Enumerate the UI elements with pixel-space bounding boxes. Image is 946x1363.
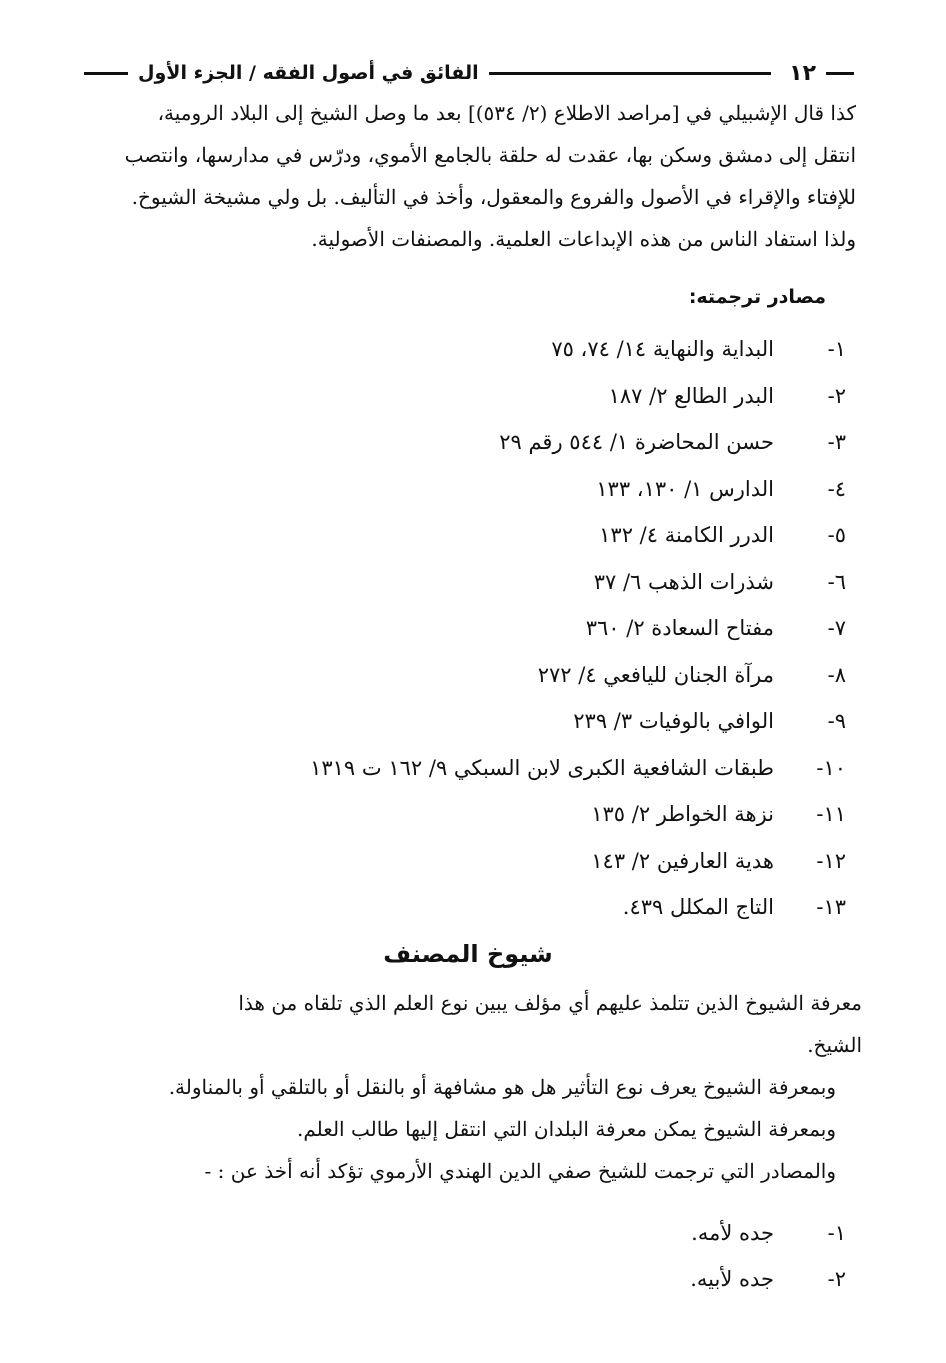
body-text (82, 982, 862, 1192)
list-item (146, 605, 846, 652)
header-rule-left (826, 72, 854, 75)
sources-list (146, 326, 846, 931)
body-line: وبمعرفة الشيوخ يمكن معرفة البلدان التي انتقل إليها طالب العلم. (297, 1117, 836, 1141)
list-item (146, 326, 846, 373)
list-item (446, 1210, 846, 1256)
item-text: نزهة الخواطر ٢/ ١٣٥ (591, 802, 774, 827)
running-title: الفائق في أصول الفقه / الجزء الأول (138, 62, 479, 84)
intro-line: ولذا استفاد الناس من هذه الإبداعات العلمية. والمصنفات الأصولية. (311, 227, 856, 251)
list-item (146, 512, 846, 559)
section-title: شيوخ المصنف (383, 940, 553, 968)
item-number: ٢- (827, 1267, 846, 1291)
item-text: البدر الطالع ٢/ ١٨٧ (608, 383, 774, 408)
item-number: ١٠- (816, 755, 846, 780)
header-rule-right (84, 72, 128, 75)
list-item (146, 419, 846, 466)
list-item (146, 745, 846, 792)
item-text: هدية العارفين ٢/ ١٤٣ (591, 848, 774, 873)
item-text: الدرر الكامنة ٤/ ١٣٢ (599, 523, 774, 548)
body-line: معرفة الشيوخ الذين تتلمذ عليهم أي مؤلف يبين نوع العلم الذي تلقاه من هذا (238, 991, 862, 1015)
intro-paragraph (86, 92, 856, 260)
list-item (146, 698, 846, 745)
item-number: ١٢- (816, 848, 846, 873)
item-text: الدارس ١/ ١٣٠، ١٣٣ (596, 476, 774, 501)
item-number: ٣- (827, 430, 846, 455)
body-line: والمصادر التي ترجمت للشيخ صفي الدين الهندي الأرموي تؤكد أنه أخذ عن : - (204, 1159, 836, 1183)
item-number: ٨- (827, 662, 846, 687)
item-text: الوافي بالوفيات ٣/ ٢٣٩ (573, 709, 774, 734)
item-number: ٧- (827, 616, 846, 641)
item-text: شذرات الذهب ٦/ ٣٧ (593, 569, 774, 594)
item-number: ٦- (827, 569, 846, 594)
intro-line: كذا قال الإشبيلي في [مراصد الاطلاع (٢/ ٥٣٤)] بعد ما وصل الشيخ إلى البلاد الرومية، (157, 101, 856, 125)
item-text: حسن المحاضرة ١/ ٥٤٤ رقم ٢٩ (499, 430, 774, 455)
item-number: ٥- (827, 523, 846, 548)
item-number: ٢- (827, 383, 846, 408)
item-number: ٩- (827, 709, 846, 734)
list-item (146, 373, 846, 420)
body-line: الشيخ. (807, 1033, 862, 1057)
item-text: التاج المكلل ٤٣٩. (622, 895, 774, 920)
item-text: جده لأمه. (691, 1221, 774, 1245)
item-number: ١- (827, 337, 846, 362)
item-text: جده لأبيه. (690, 1267, 774, 1291)
sources-heading: مصادر ترجمته: (688, 286, 826, 308)
item-text: مرآة الجنان لليافعي ٤/ ٢٧٢ (537, 662, 774, 687)
intro-line: انتقل إلى دمشق وسكن بها، عقدت له حلقة بالجامع الأموي، ودرّس في مدارسها، وانتصب (124, 143, 856, 167)
list-item (146, 884, 846, 931)
body-line: وبمعرفة الشيوخ يعرف نوع التأثير هل هو مشافهة أو بالنقل أو بالتلقي أو بالمناولة. (168, 1075, 836, 1099)
page-number: ١٢ (789, 60, 816, 86)
page-header (84, 58, 854, 88)
list-item (146, 791, 846, 838)
item-text: البداية والنهاية ١٤/ ٧٤، ٧٥ (551, 337, 774, 362)
item-number: ١- (827, 1221, 846, 1245)
item-number: ٤- (827, 476, 846, 501)
item-text: طبقات الشافعية الكبرى لابن السبكي ٩/ ١٦٢ ت ١٣١٩ (310, 755, 774, 780)
list-item (446, 1256, 846, 1302)
list-item (146, 466, 846, 513)
intro-line: للإفتاء والإقراء في الأصول والفروع والمعقول، وأخذ في التأليف. بل ولي مشيخة الشيوخ. (131, 185, 856, 209)
list-item (146, 652, 846, 699)
item-number: ١٣- (816, 895, 846, 920)
item-number: ١١- (816, 802, 846, 827)
list-item (146, 838, 846, 885)
item-text: مفتاح السعادة ٢/ ٣٦٠ (585, 616, 774, 641)
teachers-list (446, 1210, 846, 1302)
list-item (146, 559, 846, 606)
header-rule-middle (489, 72, 772, 75)
